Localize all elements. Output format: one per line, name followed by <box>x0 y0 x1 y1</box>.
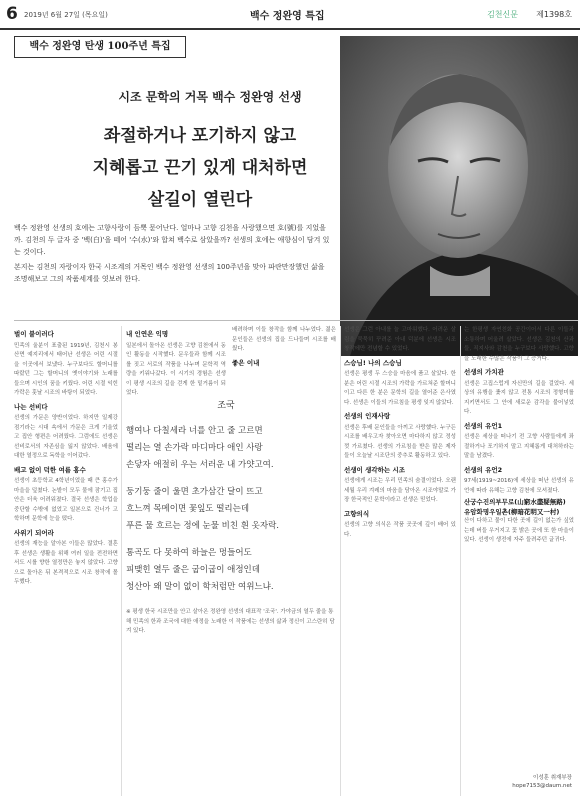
highlight-quote-1: 산궁수진의부무로(山窮水盡疑無路) <box>464 498 566 506</box>
column-subheading: 고향의식 <box>344 509 370 518</box>
poem-line: 청산아 왜 말이 없이 학처럼만 여위느냐. <box>126 582 274 592</box>
issue-date: 2019년 6월 27일 (목요일) <box>24 11 108 19</box>
column-paragraph: 선생은 후배 문인들을 아끼고 사랑했다. 누구든 시조를 배우고자 찾아오면 마다하지 않고 정성껏 가르쳤다. 선생의 가르침을 받은 많은 제자들이 오늘날 시조단의 중추로 활동하고 있다. <box>344 424 456 459</box>
column-subheading: 사위기 되어라 <box>14 528 54 537</box>
column-paragraph: 선생에게 시조는 우리 민족의 숨결이었다. 오랜 세월 우리 겨레의 마음을 담아온 시조야말로 가장 한국적인 문학이라고 선생은 믿었다. <box>344 478 456 503</box>
poem-line: 흐느껴 목메이면 꽃잎도 떨리는데 <box>126 504 250 514</box>
poem-body <box>126 423 326 596</box>
column-paragraph: 선생의 고향 의식은 작품 곳곳에 깊이 배어 있다. <box>344 522 456 538</box>
lead-paragraphs <box>14 222 330 288</box>
column-rule <box>121 326 122 796</box>
poem-stanza <box>126 484 326 535</box>
column-subheading: 배고 없이 덕한 여름 홍수 <box>14 465 86 474</box>
lead-paragraph: 본지는 김천의 자랑이자 한국 시조계의 거목인 백수 정완영 선생의 100주년을 맞아 파란만장했던 삶을 조명해보고 그의 작품세계를 엿보려 한다. <box>14 263 325 283</box>
poem-line: 둥기둥 줄이 울면 초가삼간 달이 뜨고 <box>126 487 263 497</box>
portrait-illustration <box>340 36 578 356</box>
column-paragraph: 97세(1919~2016)에 세상을 떠난 선생의 유언에 따라 유해는 고향 김천에 모셔졌다. <box>464 478 574 494</box>
special-kicker: 백수 정완영 탄생 100주년 특집 <box>14 36 186 58</box>
column-paragraph: 일본에서 돌아온 선생은 고향 김천에서 동인 활동을 시작했다. 문우들과 함께 시조를 짓고 서로의 작품을 나누며 문학적 역량을 키워나갔다. 이 시기의 경험은 선생이 평생 시조의 길을 걷게 한 밑거름이 되었다. <box>126 342 226 396</box>
article-headline <box>50 120 350 216</box>
portrait-photo <box>340 36 578 356</box>
column-paragraph: 선생은 세상을 떠나기 전 고향 사람들에게 좌절하거나 포기하지 말고 지혜롭게 대처하라는 말을 남겼다. <box>464 434 574 459</box>
page-header <box>0 0 580 30</box>
highlight-quote-2: 유암화명우일촌(柳暗花明又一村) <box>464 507 560 516</box>
column-subheading: 선생이 생각하는 시조 <box>344 465 406 474</box>
article-column-4 <box>344 326 456 796</box>
article-subtitle: 시조 문학의 거목 백수 정완영 선생 <box>118 90 302 104</box>
byline <box>512 774 572 790</box>
poem-line: 행여나 다칠세라 너를 안고 줄 고르면 <box>126 426 263 436</box>
section-divider <box>14 320 578 321</box>
column-subheading: 선생의 인재사랑 <box>344 412 391 420</box>
column-subheading: 벌이 붙이러다 <box>14 330 54 338</box>
highlight-text: 산이 다하고 물이 다한 곳에 길이 없는가 싶었는데 버들 우거지고 꽃 밝은 곳에 또 한 마을이 있다. 선생이 생전에 자주 들려주던 글귀다. <box>464 518 574 543</box>
issue-number: 제1398호 <box>536 10 572 19</box>
poem-line: 피맺힌 열두 줄은 굽이굽이 애정인데 <box>126 565 260 575</box>
column-subheading: 나는 선비다 <box>14 402 48 411</box>
column-rule <box>340 326 341 796</box>
poem-line: 통곡도 다 못하여 하늘은 멍들어도 <box>126 548 252 558</box>
poem-stanza <box>126 423 326 474</box>
poem-title: 조국 <box>217 401 235 411</box>
poem-line: 손닿자 애절히 우는 서러운 내 가얏고여. <box>126 460 274 470</box>
headline-line: 좌절하거나 포기하지 않고 <box>103 126 297 146</box>
column-subheading: 선생의 가치관 <box>464 368 504 376</box>
headline-line: 지혜롭고 끈기 있게 대처하면 <box>92 158 308 178</box>
column-paragraph: 는 한평생 자연친화 공간이어서 다른 이들과 소통하며 어울려 살았다. 선생은 김천의 산과 들, 직지사와 감천을 누구보다 사랑했다. 고향을 노래한 수많은 작품이 그 증거다. <box>464 327 574 362</box>
article-column-1 <box>14 326 118 796</box>
headline-line: 살길이 열린다 <box>147 190 253 210</box>
article-column-3 <box>232 326 336 392</box>
column-paragraph: 선생은 그런 아내를 늘 고마워했다. 어려운 살림을 묵묵히 꾸려준 아내 덕분에 선생은 시조 창작에만 전념할 수 있었다. <box>344 327 456 352</box>
poem-stanza <box>126 545 326 596</box>
column-paragraph: 배려하며 이들 창작을 함께 나누었다. 젊은 문인들은 선생의 집을 드나들며 시조를 배웠다. <box>232 327 336 352</box>
lead-paragraph: 백수 정완영 선생의 호에는 고향사랑이 듬뿍 묻어난다. 얼마나 고향 김천을 사랑했으면 호(號)를 지었을까. 김천의 두 글자 중 '백(白)'을 떼어 '수(水)'와 합쳐 백수로 삼았을까? 선생의 호에는 애향심이 담겨 있는 것이다. <box>14 224 330 256</box>
column-subheading: 선생의 유언2 <box>464 465 503 474</box>
column-paragraph: 선생의 가문은 양반이었다. 하지만 일제강점기라는 시대 속에서 가문은 크게 기울었고 집안 형편은 어려웠다. 그럼에도 선생은 선비로서의 자존심을 잃지 않았다. 배움에 대한 열정으로 독학을 이어갔다. <box>14 415 118 459</box>
column-subheading: 내 인연은 익명 <box>126 330 169 338</box>
column-paragraph: 민족의 울분이 표출된 1919년, 김천시 봉산면 예지리에서 태어난 선생은 어린 시절을 이곳에서 보냈다. 누구보다도 할머니를 따랐던 그는 할머니의 옛이야기와 노래를 들으며 시인의 꿈을 키웠다. 어린 시절 익힌 가락은 훗날 시조의 바탕이 되었다. <box>14 342 118 396</box>
column-subheading: 좋은 이내 <box>232 358 260 367</box>
column-paragraph: 선생은 고집스럽게 자신만의 길을 걸었다. 세상의 유행을 좇지 않고 전통 시조의 정형미를 지키면서도 그 안에 새로운 감각을 불어넣었다. <box>464 380 574 415</box>
article-column-2 <box>126 326 226 396</box>
column-paragraph: 선생은 평생 두 스승을 마음에 품고 살았다. 한 분은 어린 시절 시조의 가락을 가르쳐준 할머니이고 다른 한 분은 문학의 길을 열어준 은사였다. 선생은 이들의 가르침을 평생 잊지 않았다. <box>344 371 456 406</box>
author-name: 이성훈 취재부장 <box>533 775 572 781</box>
column-paragraph: 선생의 재능을 알아본 이들은 많았다. 결혼 후 선생은 생활을 위해 여러 일을 전전하면서도 시를 향한 열정만은 놓지 않았다. 고향으로 돌아온 뒤 본격적으로 시조 창작에 몰두했다. <box>14 541 118 585</box>
column-paragraph: 선생이 초등학교 4학년이었을 때 큰 홍수가 마을을 덮쳤다. 논밭이 모두 물에 잠기고 집안은 더욱 어려워졌다. 결국 선생은 학업을 중단할 수밖에 없었고 일본으로 건너가 고학하며 문학에 눈을 떴다. <box>14 478 118 522</box>
poem-line: 떨리는 열 손가락 마디마다 애인 사랑 <box>126 443 263 453</box>
poem-line: 푸른 물 흐르는 정에 눈물 비친 흰 옷자락. <box>126 521 279 531</box>
section-title: 백수 정완영 특집 <box>250 11 325 22</box>
column-subheading: 스승님! 나의 스승님 <box>344 358 402 367</box>
page-number: 6 <box>6 4 18 24</box>
column-subheading: 선생의 유언1 <box>464 421 503 430</box>
author-email: hope7153@daum.net <box>512 783 572 789</box>
column-rule <box>460 326 461 796</box>
poem-block <box>126 398 326 606</box>
column-5-body <box>464 326 574 496</box>
poem-note: ※ 평생 한국 시조만을 안고 살아온 정완영 선생의 대표작 '조국'. 가야금의 열두 줄을 통해 민족의 한과 조국에 대한 애정을 노래한 이 작품에는 선생의 삶과 정신이 고스란히 담겨 있다. <box>126 609 335 634</box>
article-column-5 <box>464 326 574 746</box>
paper-name: 김천신문 <box>487 10 518 19</box>
